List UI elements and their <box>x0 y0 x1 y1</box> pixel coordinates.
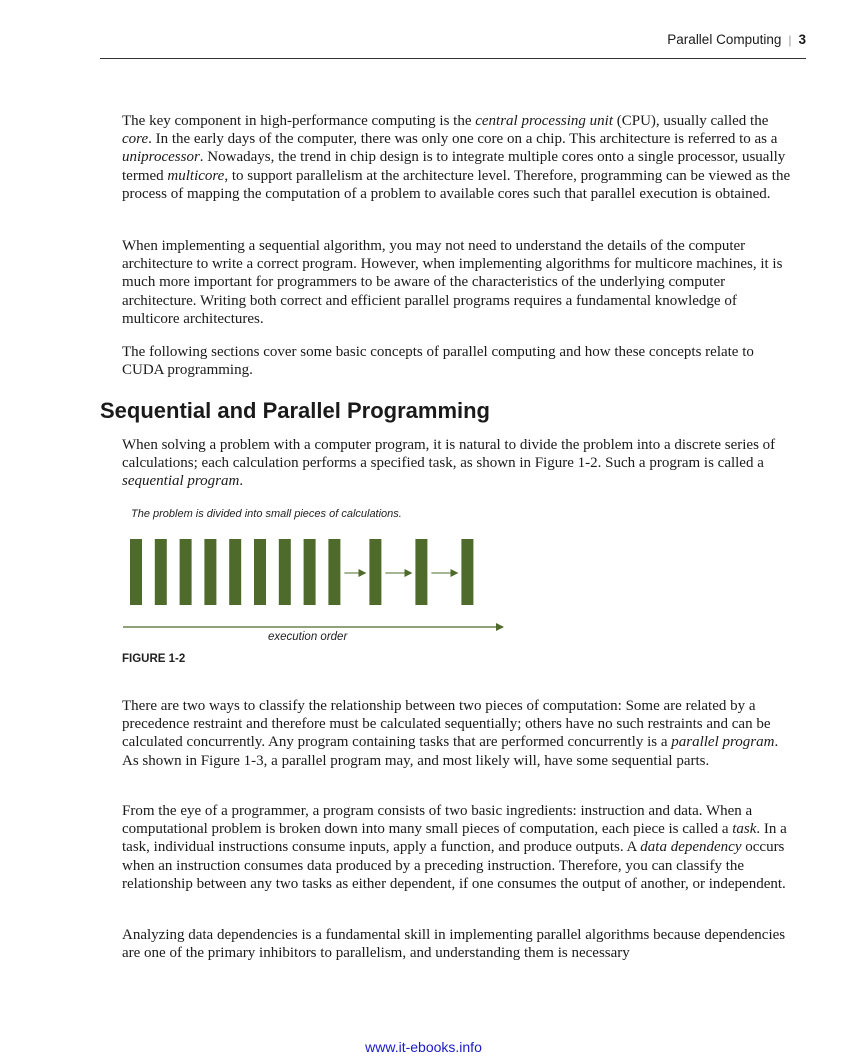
figure-caption-top: The problem is divided into small pieces of calculations. <box>131 508 402 520</box>
footer-link[interactable]: www.it-ebooks.info <box>365 1039 482 1055</box>
figure-label: FIGURE 1-2 <box>122 653 186 665</box>
computation-block <box>204 539 216 605</box>
header-separator: | <box>788 33 792 47</box>
computation-block <box>415 539 427 605</box>
running-header <box>100 30 806 59</box>
computation-block <box>130 539 142 605</box>
paragraph-cpu-core: The key component in high-performance computing is the central processing unit (CPU), usually called the core. In the early days of the computer, there was only one core on a chip. This architecture is referred to as a uniprocessor. Nowadays, the trend in chip design is to integrate multiple cores onto a single processor, usually termed multicore, to support parallelism at the architecture level. Therefore, programming can be viewed as the process of mapping the computation of a problem to available cores such that parallel execution is obtained. <box>122 113 791 202</box>
paragraph-sequential-algorithm: When implementing a sequential algorithm, you may not need to understand the details of the computer architecture to write a correct program. However, when implementing algorithms for multicore machines, it is much more important for programmers to be aware of the characteristics of the underlying computer architecture. Writing both correct and efficient parallel programs requires a fundamental knowledge of multicore architectures. <box>122 238 783 327</box>
computation-block <box>461 539 473 605</box>
computation-block <box>304 539 316 605</box>
section-heading: Sequential and Parallel Programming <box>100 398 490 423</box>
paragraph-classify-relationship: There are two ways to classify the relationship between two pieces of computation: Some are related by a precedence restraint and therefore must be calculated sequentially; others have no such restraints and can be calculated concurrently. Any program containing tasks that are performed concurrently is a parallel program. As shown in Figure 1-3, a parallel program may, and most likely will, have some sequential parts. <box>122 698 779 769</box>
computation-block <box>254 539 266 605</box>
computation-block <box>155 539 167 605</box>
computation-block <box>180 539 192 605</box>
paragraph-sequential-program: When solving a problem with a computer program, it is natural to divide the problem into a discrete series of calculations; each calculation performs a specified task, as shown in Figure 1-2. Such a program is called a sequential program. <box>122 437 776 490</box>
paragraph-following-sections: The following sections cover some basic concepts of parallel computing and how these concepts relate to CUDA programming. <box>122 344 754 379</box>
paragraph-instruction-data: From the eye of a programmer, a program consists of two basic ingredients: instruction and data. When a computational problem is broken down into many small pieces of computation, each piece is called a task. In a task, individual instructions consume inputs, apply a function, and produce outputs. A data dependency occurs when an instruction consumes data produced by a preceding instruction. Therefore, you can classify the relationship between any two tasks as either dependent, if one consumes the output of another, or independent. <box>122 803 787 892</box>
computation-block <box>279 539 291 605</box>
figure-diagram <box>118 532 518 632</box>
running-header-title: Parallel Computing <box>667 32 782 47</box>
computation-blocks <box>130 539 473 605</box>
computation-block <box>369 539 381 605</box>
computation-block <box>328 539 340 605</box>
page-number: 3 <box>798 32 806 47</box>
computation-block <box>229 539 241 605</box>
paragraph-data-dependencies: Analyzing data dependencies is a fundamental skill in implementing parallel algorithms because dependencies are one of the primary inhibitors to parallelism, and understanding them is necessary <box>122 927 786 962</box>
execution-order-label: execution order <box>268 631 348 643</box>
